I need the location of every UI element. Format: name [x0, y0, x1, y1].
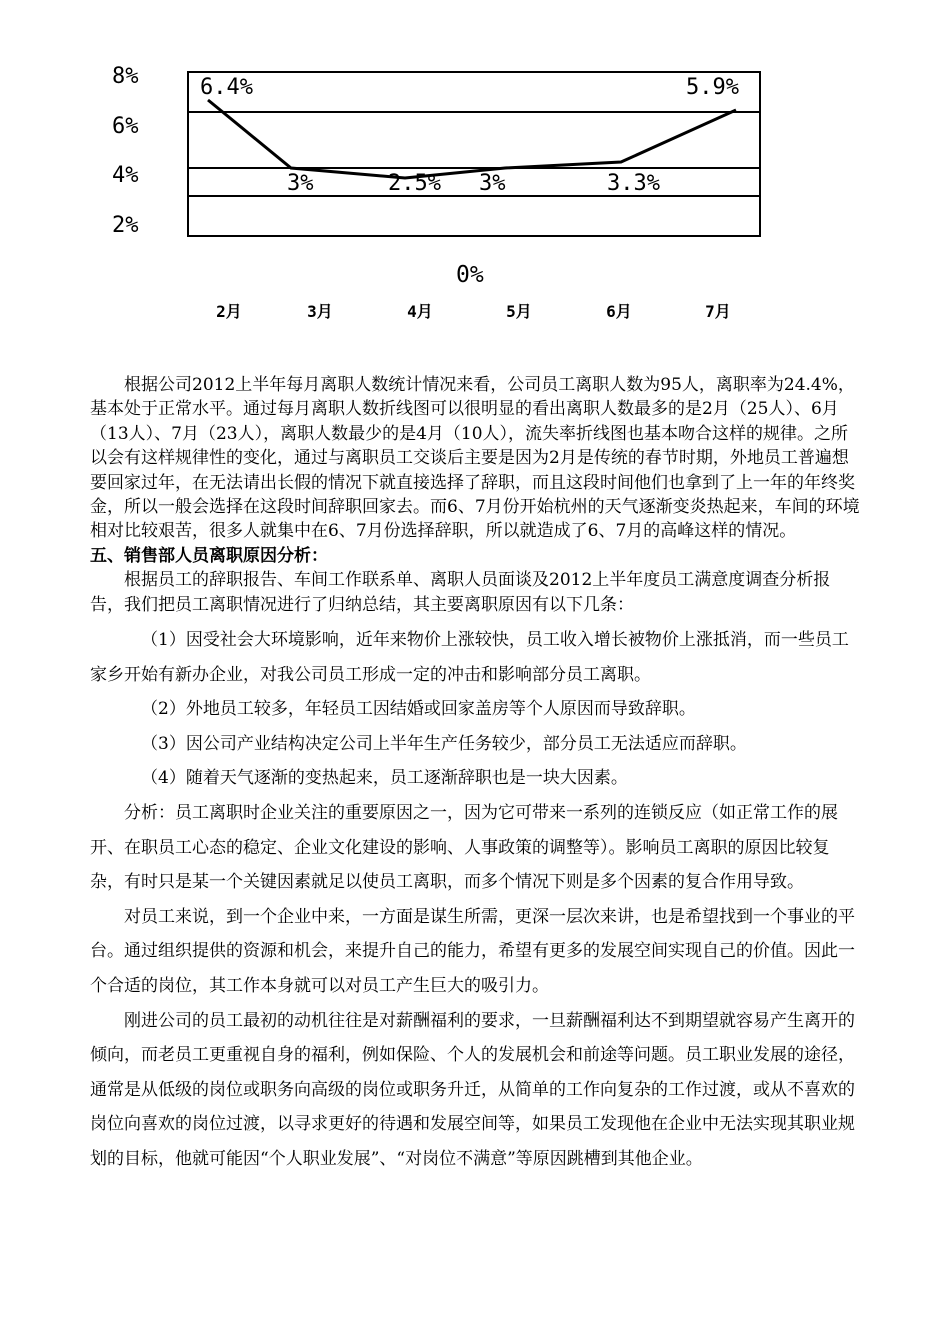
y-axis-tick-labels: [112, 64, 139, 238]
data-label-6: 5.9%: [686, 75, 739, 100]
paragraph-employee-view: 对员工来说，到一个企业中来，一方面是谋生所需，更深一层次来讲，也是希望找到一个事业的平台。通过组织提供的资源和机会，来提升自己的能力，希望有更多的发展空间实现自己的价值。因此一个合适的岗位，其工作本身就可以对员工产生巨大的吸引力。: [90, 906, 855, 996]
data-label-3: 2.5%: [388, 171, 441, 196]
y-tick-label: 4%: [112, 163, 139, 188]
paragraph-reasons-intro: 根据员工的辞职报告、车间工作联系单、离职人员面谈及2012上半年度员工满意度调查分析报告，我们把员工离职情况进行了归纳总结，其主要离职原因有以下几条：: [90, 570, 831, 615]
x-tick-label: 4月: [407, 302, 433, 321]
paragraph-analysis: 分析：员工离职时企业关注的重要原因之一，因为它可带来一系列的连锁反应（如正常工作的展开、在职员工心态的稳定、企业文化建设的影响、人事政策的调整等）。影响员工离职的原因比较复杂，有时只是某一个关键因素就足以使员工离职，而多个情况下则是多个因素的复合作用导致。: [90, 803, 838, 893]
document-body: [90, 373, 862, 1177]
x-axis-category-labels: [216, 302, 731, 321]
x-tick-label: 3月: [307, 302, 333, 321]
data-label-4: 3%: [479, 171, 506, 196]
x-tick-label: 6月: [606, 302, 632, 321]
turnover-rate-line-chart: [0, 0, 950, 340]
data-label-2: 3%: [287, 171, 314, 196]
zero-label: 0%: [456, 262, 484, 288]
y-tick-label: 6%: [112, 114, 139, 139]
reason-3: （3）因公司产业结构决定公司上半年生产任务较少，部分员工无法适应而辞职。: [141, 733, 747, 754]
reason-1: （1）因受社会大环境影响，近年来物价上涨较快，员工收入增长被物价上涨抵消，而一些员工家乡开始有新办企业，对我公司员工形成一定的冲击和影响部分员工离职。: [90, 630, 849, 685]
reason-2: （2）外地员工较多，年轻员工因结婚或回家盖房等个人原因而导致辞职。: [141, 699, 696, 720]
y-tick-label: 8%: [112, 64, 139, 89]
x-tick-label: 5月: [506, 302, 532, 321]
paragraph-monthly-turnover: 根据公司2012上半年每月离职人数统计情况来看，公司员工离职人数为95人，离职率为24.4%，基本处于正常水平。通过每月离职人数折线图可以很明显的看出离职人数最多的是2月（25人）、6月（13人）、7月（23人），离职人数最少的是4月（10人），流失率折线图也基本吻合这样的规律。之所以会有这样规律性的变化，通过与离职员工交谈后主要是因为2月是传统的春节时期，外地员工普遍想要回家过年，在无法请出长假的情况下就直接选择了辞职，而且这段时间他们也拿到了上一年的年终奖金，所以一般会选择在这段时间辞职回家去。而6、7月份开始杭州的天气逐渐变炎热起来，车间的环境相对比较艰苦，很多人就集中在6、7月份选择辞职，所以就造成了6、7月的高峰这样的情况。: [90, 375, 860, 542]
data-label-5: 3.3%: [607, 171, 660, 196]
y-tick-label: 2%: [112, 213, 139, 238]
data-label-1: 6.4%: [200, 75, 253, 100]
x-tick-label: 7月: [705, 302, 731, 321]
x-tick-label: 2月: [216, 302, 242, 321]
section-heading-5: 五、销售部人员离职原因分析：: [90, 545, 328, 566]
paragraph-new-employees: 刚进公司的员工最初的动机往往是对薪酬福利的要求，一旦薪酬福利达不到期望就容易产生离开的倾向，而老员工更重视自身的福利，例如保险、个人的发展机会和前途等问题。员工职业发展的途径，通常是从低级的岗位或职务向高级的岗位或职务升迁，从简单的工作向复杂的工作过渡，或从不喜欢的岗位向喜欢的岗位过渡，以寻求更好的待遇和发展空间等，如果员工发现他在企业中无法实现其职业规划的目标，他就可能因“个人职业发展”、“对岗位不满意”等原因跳槽到其他企业。: [90, 1010, 855, 1169]
data-labels: [200, 75, 739, 196]
reason-4: （4）随着天气逐渐的变热起来，员工逐渐辞职也是一块大因素。: [141, 768, 628, 789]
